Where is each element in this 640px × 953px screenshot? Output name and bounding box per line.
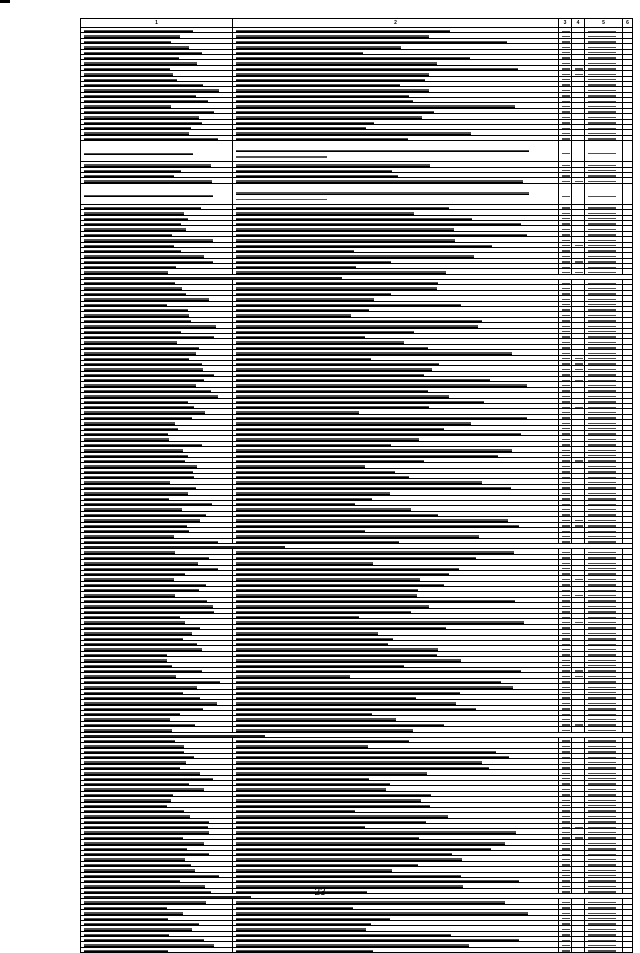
column-header: 3 bbox=[559, 19, 572, 28]
year-cell bbox=[572, 141, 585, 162]
year-cell bbox=[572, 183, 585, 204]
page-number: 23 bbox=[314, 887, 326, 898]
column-header: 5 bbox=[585, 19, 623, 28]
address-cell bbox=[81, 183, 233, 204]
period-cell bbox=[585, 141, 623, 162]
scan-edge-mark bbox=[0, 0, 10, 3]
work-type-cell bbox=[233, 141, 559, 162]
address-cell bbox=[81, 947, 233, 952]
year-cell bbox=[559, 947, 572, 952]
column-header: 1 bbox=[81, 19, 233, 28]
year-cell bbox=[559, 141, 572, 162]
period-cell bbox=[585, 183, 623, 204]
table-row bbox=[81, 183, 633, 204]
year-cell bbox=[572, 947, 585, 952]
extra-cell bbox=[623, 183, 633, 204]
column-header: 4 bbox=[572, 19, 585, 28]
table-body bbox=[81, 28, 633, 953]
work-schedule-table bbox=[80, 18, 633, 953]
extra-cell bbox=[623, 141, 633, 162]
address-cell bbox=[81, 141, 233, 162]
work-type-cell bbox=[233, 183, 559, 204]
table-row bbox=[81, 947, 633, 952]
table-row bbox=[81, 141, 633, 162]
year-cell bbox=[559, 183, 572, 204]
column-header: 6 bbox=[623, 19, 633, 28]
period-cell bbox=[585, 947, 623, 952]
work-type-cell bbox=[233, 947, 559, 952]
table-header-row bbox=[81, 19, 633, 28]
extra-cell bbox=[623, 947, 633, 952]
column-header: 2 bbox=[233, 19, 559, 28]
